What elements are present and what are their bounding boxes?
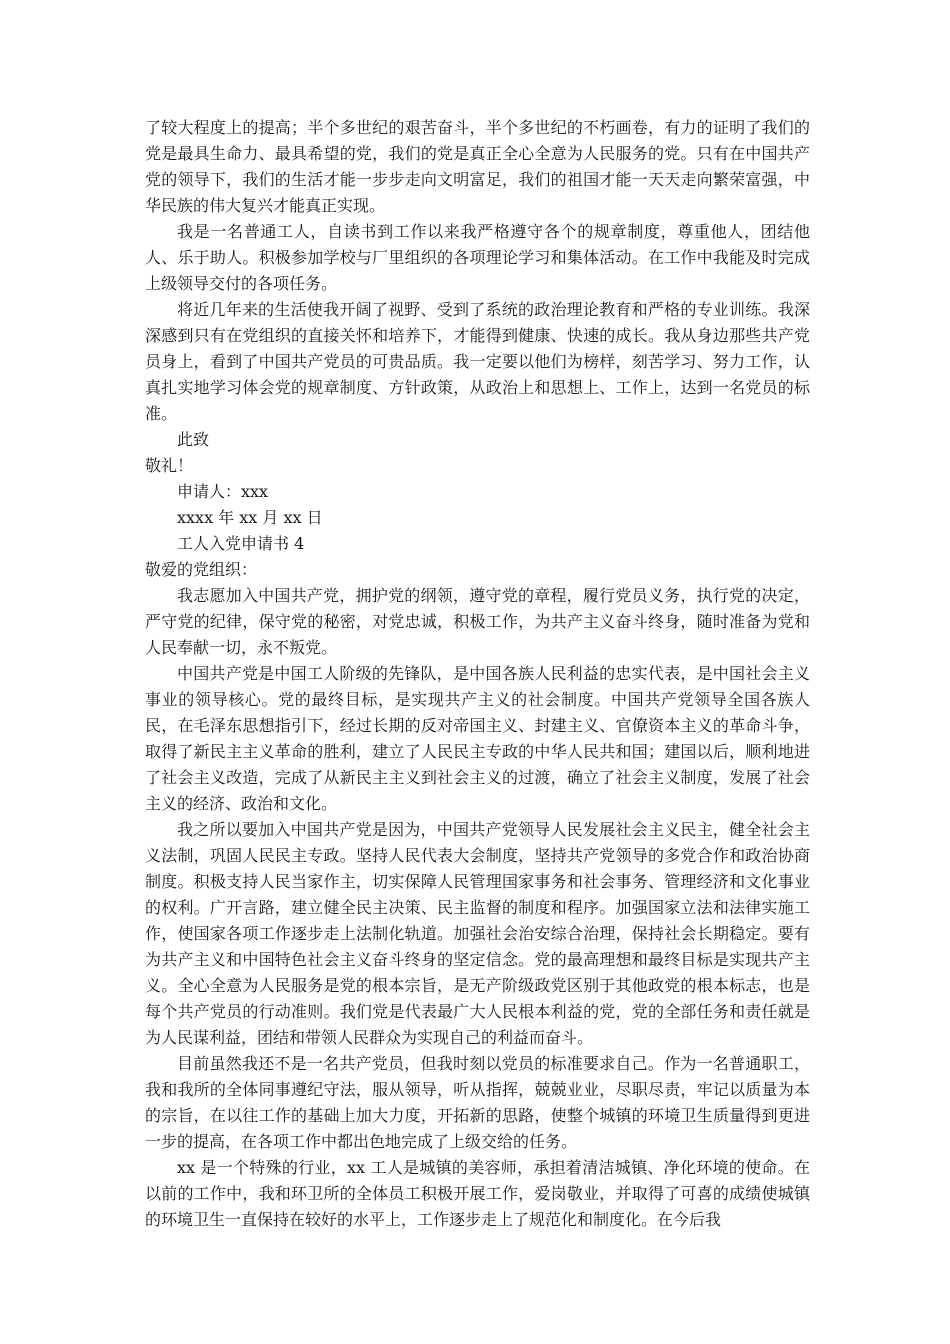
paragraph-pledge: 我志愿加入中国共产党，拥护党的纲领，遵守党的章程，履行党员义务，执行党的决定，严守党的纪律，保守党的秘密，对党忠诚，积极工作，为共产主义奋斗终身，随时准备为党和人民奉献一切，永不叛党。 [145, 586, 810, 657]
document-page [145, 115, 810, 1233]
applicant-line: 申请人：xxx [177, 482, 269, 501]
salutation: 敬爱的党组织： [145, 560, 258, 579]
paragraph-continued: 了较大程度上的提高；半个多世纪的艰苦奋斗，半个多世纪的不朽画卷，有力的证明了我们的党是最具生命力、最具希望的党，我们的党是真正全心全意为人民服务的党。只有在中国共产党的领导下，我们的生活才能一步步走向文明富足，我们的祖国才能一天天走向繁荣富强，中华民族的伟大复兴才能真正实现。 [145, 118, 810, 215]
paragraph-party-history: 中国共产党是中国工人阶级的先锋队，是中国各族人民利益的忠实代表，是中国社会主义事业的领导核心。党的最终目标，是实现共产主义的社会制度。中国共产党领导全国各族人民，在毛泽东思想指引下，经过长期的反对帝国主义、封建主义、官僚资本主义的革命斗争，取得了新民主主义革命的胜利，建立了人民民主专政的中华人民共和国；建国以后，顺利地进了社会主义改造，完成了从新民主主义到社会主义的过渡，确立了社会主义制度，发展了社会主义的经济、政治和文化。 [145, 664, 810, 813]
closing-cizhi: 此致 [177, 430, 210, 449]
paragraph-reasons: 我之所以要加入中国共产党是因为，中国共产党领导人民发展社会主义民主，健全社会主义法制，巩固人民民主专政。坚持人民代表大会制度，坚持共产党领导的多党合作和政治协商制度。积极支持人民当家作主，切实保障人民管理国家事务和社会事务、管理经济和文化事业的权利。广开言路，建立健全民主决策、民主监督的制度和程序。加强国家立法和法律实施工作，使国家各项工作逐步走上法制化轨道。加强社会治安综合治理，保持社会长期稳定。要有为共产主义和中国特色社会主义奋斗终身的坚定信念。党的最高理想和最终目标是实现共产主义。全心全意为人民服务是党的根本宗旨，是无产阶级政党区别于其他政党的根本标志，也是每个共产党员的行动准则。我们党是代表最广大人民根本利益的党，党的全部任务和责任就是为人民谋利益，团结和带领人民群众为实现自己的利益而奋斗。 [145, 820, 810, 1047]
closing-jingli: 敬礼！ [145, 456, 194, 475]
paragraph-growth: 将近几年来的生活使我开阔了视野、受到了系统的政治理论教育和严格的专业训练。我深深感到只有在党组织的直接关怀和培养下，才能得到健康、快速的成长。我从身边那些共产党员身上，看到了中国共产党员的可贵品质。我一定要以他们为榜样，刻苦学习、努力工作，认真扎实地学习体会党的规章制度、方针政策，从政治上和思想上、工作上，达到一名党员的标准。 [145, 300, 810, 423]
paragraph-self-standard: 目前虽然我还不是一名共产党员，但我时刻以党员的标准要求自己。作为一名普通职工，我和我所的全体同事遵纪守法，服从领导，听从指挥，兢兢业业，尽职尽责，牢记以质量为本的宗旨，在以往工作的基础上加大力度，开拓新的思路，使整个城镇的环境卫生质量得到更进一步的提高，在各项工作中都出色地完成了上级交给的任务。 [145, 1054, 810, 1151]
paragraph-industry: xx 是一个特殊的行业，xx 工人是城镇的美容师，承担着清洁城镇、净化环境的使命。在以前的工作中，我和环卫所的全体员工积极开展工作，爱岗敬业，并取得了可喜的成绩使城镇的环境卫生一直保持在较好的水平上，工作逐步走上了规范化和制度化。在今后我 [145, 1158, 810, 1229]
date-line: xxxx 年 xx 月 xx 日 [177, 508, 323, 527]
paragraph-self-intro: 我是一名普通工人，自读书到工作以来我严格遵守各个的规章制度，尊重他人，团结他人、乐于助人。积极参加学校与厂里组织的各项理论学习和集体活动。在工作中我能及时完成上级领导交付的各项任务。 [145, 222, 810, 293]
section-heading: 工人入党申请书 4 [177, 534, 305, 553]
